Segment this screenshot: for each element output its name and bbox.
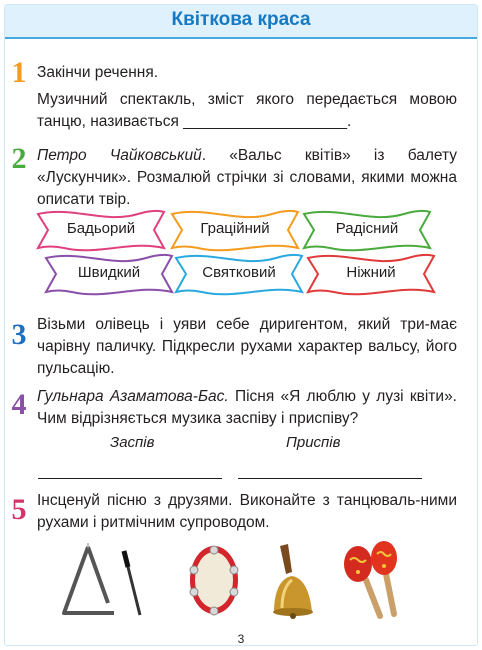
bell-icon: [262, 542, 322, 620]
verse-answer-line[interactable]: [38, 478, 222, 479]
task-1-sentence: Музичний спектакль, зміст якого передається мовою танцю, називається ___________________.: [37, 91, 457, 130]
verse-label: Заспів: [110, 434, 155, 451]
ribbon-nizhnyi[interactable]: [304, 252, 438, 298]
ribbon-word: Ніжний: [346, 264, 396, 281]
task-number-4: 4: [11, 388, 27, 421]
task-3-text: Візьми олівець і уяви себе диригентом, який три-має чарівну паличку. Підкресли рухами характер вальсу, його пульсацію.: [37, 316, 457, 377]
ribbon-sviatkovyi[interactable]: [172, 252, 306, 298]
task-4-body: Пісня «Я люблю у лузі квіти». Чим відрізняється музика заспіву і приспіву?: [37, 388, 457, 427]
ribbon-word: Радісний: [335, 220, 399, 237]
ribbon-word: Швидкий: [77, 264, 141, 281]
triangle-icon: [58, 543, 148, 619]
ribbon-word: Граційний: [200, 220, 270, 237]
task-number-3: 3: [11, 318, 27, 351]
ribbon-radisnyi[interactable]: [300, 208, 434, 254]
task-4-text: [37, 386, 457, 430]
chorus-answer-line[interactable]: [238, 478, 422, 479]
chorus-label: Приспів: [286, 434, 341, 451]
tambourine-icon: [186, 542, 242, 618]
maracas-icon: [340, 540, 410, 620]
task-1-instruction: Закінчи речення.: [37, 64, 159, 81]
task-number-5: 5: [11, 493, 27, 526]
ribbon-word: Бадьорий: [66, 220, 136, 237]
task-5-text: Інсценуй пісню з друзями. Виконайте з танцюваль-ними рухами і ритмічним супроводом.: [37, 492, 457, 531]
task-2-body: . «Вальс квітів» із балету «Лускунчик». Розмалюй стрічки зі словами, якими можна описати твір.: [37, 147, 458, 208]
ribbon-bodryi[interactable]: [34, 208, 168, 254]
page-number: 3: [237, 632, 245, 646]
ribbon-hratsiinyi[interactable]: [168, 208, 302, 254]
ribbon-word: Святковий: [202, 264, 276, 281]
page-title: Квіткова краса: [171, 9, 311, 30]
task-2-author: Петро Чайковський: [37, 147, 202, 164]
task-number-2: 2: [11, 142, 27, 175]
task-2-text: [37, 145, 457, 211]
ribbon-shvydkyi[interactable]: [42, 252, 176, 298]
page-header: [5, 5, 477, 39]
task-4-author: Гульнара Азаматова-Бас.: [37, 388, 229, 405]
task-number-1: 1: [11, 56, 27, 89]
